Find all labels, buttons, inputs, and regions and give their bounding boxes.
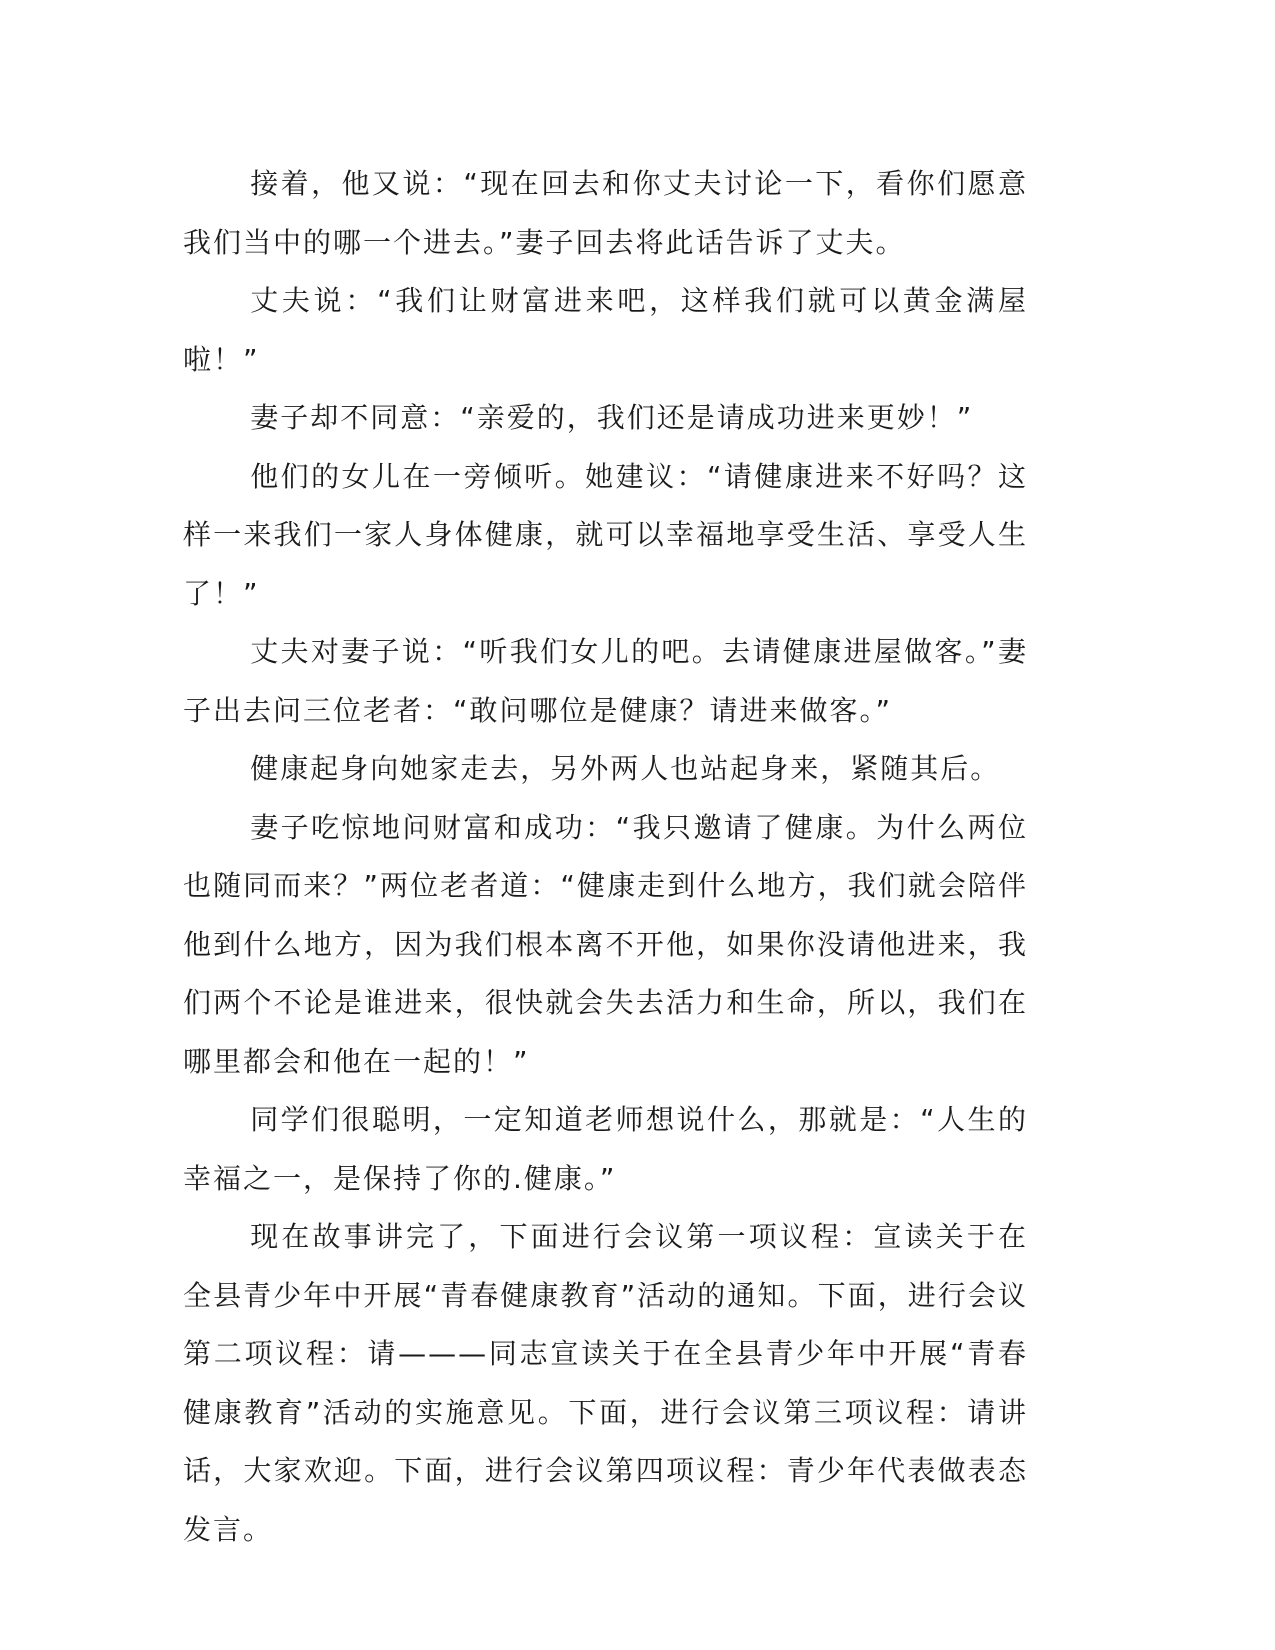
paragraph: 妻子却不同意：“亲爱的，我们还是请成功进来更妙！”: [250, 401, 974, 434]
paragraph: 丈夫说：“我们让财富进来吧，这样我们就可以黄金满屋啦！”: [183, 284, 1028, 376]
paragraph: 丈夫对妻子说：“听我们女儿的吧。去请健康进屋做客。”妻子出去问三位老者：“敢问哪位是健康？请进来做客。”: [183, 635, 1028, 727]
paragraph: 他们的女儿在一旁倾听。她建议：“请健康进来不好吗？这样一来我们一家人身体健康，就可以幸福地享受生活、享受人生了！”: [183, 459, 1028, 610]
paragraph: 接着，他又说：“现在回去和你丈夫讨论一下，看你们愿意我们当中的哪一个进去。”妻子回去将此话告诉了丈夫。: [183, 167, 1028, 259]
paragraph: 健康起身向她家走去，另外两人也站起身来，紧随其后。: [250, 752, 1001, 785]
document-body: [183, 155, 1028, 1559]
paragraph: 现在故事讲完了，下面进行会议第一项议程：宣读关于在全县青少年中开展“青春健康教育”活动的通知。下面，进行会议第二项议程：请———同志宣读关于在全县青少年中开展“青春健康教育”活动的实施意见。下面，进行会议第三项议程：请讲话，大家欢迎。下面，进行会议第四项议程：青少年代表做表态发言。: [183, 1220, 1028, 1546]
paragraph: 同学们很聪明，一定知道老师想说什么，那就是：“人生的幸福之一，是保持了你的.健康。”: [183, 1103, 1028, 1195]
paragraph: 妻子吃惊地问财富和成功：“我只邀请了健康。为什么两位也随同而来？”两位老者道：“健康走到什么地方，我们就会陪伴他到什么地方，因为我们根本离不开他，如果你没请他进来，我们两个不论是谁进来，很快就会失去活力和生命，所以，我们在哪里都会和他在一起的！”: [183, 810, 1028, 1078]
